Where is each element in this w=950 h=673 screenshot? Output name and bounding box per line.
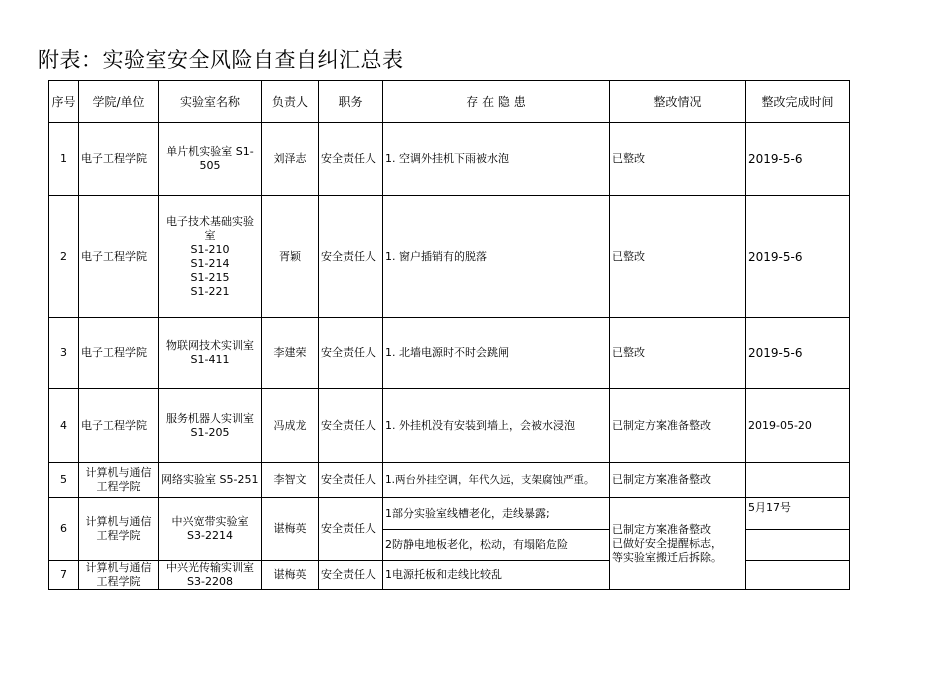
lab-room-line: S3-2208 — [187, 575, 233, 588]
cell-hazard: 2防静电地板老化，松动，有塌陷危险 — [383, 530, 610, 561]
cell-role: 安全责任人 — [319, 123, 383, 196]
cell-status — [610, 498, 746, 590]
cell-lab — [159, 561, 262, 590]
lab-room-line: S1-215 — [190, 270, 230, 284]
cell-person: 李建荣 — [262, 318, 319, 389]
cell-role: 安全责任人 — [319, 389, 383, 463]
cell-person: 刘泽志 — [262, 123, 319, 196]
cell-hazard: 1. 空调外挂机下雨被水泡 — [383, 123, 610, 196]
cell-college: 电子工程学院 — [79, 318, 159, 389]
cell-person: 冯成龙 — [262, 389, 319, 463]
cell-college: 计算机与通信工程学院 — [79, 561, 159, 590]
header-person: 负责人 — [262, 81, 319, 123]
header-status: 整改情况 — [610, 81, 746, 123]
cell-hazard: 1.两台外挂空调，年代久远，支架腐蚀严重。 — [383, 463, 610, 498]
cell-hazard: 1. 窗户插销有的脱落 — [383, 196, 610, 318]
cell-lab — [159, 498, 262, 561]
cell-status: 已整改 — [610, 318, 746, 389]
cell-seq: 1 — [49, 123, 79, 196]
cell-lab: 单片机实验室 S1-505 — [159, 123, 262, 196]
cell-hazard: 1. 北墙电源时不时会跳闸 — [383, 318, 610, 389]
cell-time: 2019-5-6 — [746, 318, 850, 389]
cell-hazard: 1电源托板和走线比较乱 — [383, 561, 610, 590]
cell-lab: 网络实验室 S5-251 — [159, 463, 262, 498]
cell-time: 2019-5-6 — [746, 123, 850, 196]
cell-role: 安全责任人 — [319, 498, 383, 561]
table-row — [49, 498, 850, 530]
cell-role: 安全责任人 — [319, 463, 383, 498]
status-line: 等实验室搬迁后拆除。 — [612, 550, 722, 564]
lab-name-line: 服务机器人实训室 — [166, 411, 254, 425]
page-title: 附表：实验室安全风险自查自纠汇总表 — [38, 48, 404, 72]
cell-college: 电子工程学院 — [79, 389, 159, 463]
cell-status: 已制定方案准备整改 — [610, 463, 746, 498]
cell-hazard: 1. 外挂机没有安装到墙上，会被水浸泡 — [383, 389, 610, 463]
cell-time — [746, 530, 850, 561]
cell-role: 安全责任人 — [319, 318, 383, 389]
cell-person: 谌梅英 — [262, 498, 319, 561]
header-role: 职务 — [319, 81, 383, 123]
cell-person: 谌梅英 — [262, 561, 319, 590]
cell-time: 2019-05-20 — [746, 389, 850, 463]
table-row — [49, 463, 850, 498]
cell-person: 李智文 — [262, 463, 319, 498]
cell-lab — [159, 196, 262, 318]
cell-role: 安全责任人 — [319, 196, 383, 318]
lab-room-line: S1-214 — [190, 256, 230, 270]
cell-seq: 4 — [49, 389, 79, 463]
table-row — [49, 318, 850, 389]
header-college: 学院/单位 — [79, 81, 159, 123]
cell-hazard: 1部分实验室线槽老化，走线暴露; — [383, 498, 610, 530]
lab-name-line: 中兴光传输实训室 — [166, 561, 254, 574]
header-time: 整改完成时间 — [746, 81, 850, 123]
cell-seq: 6 — [49, 498, 79, 561]
cell-time: 5月17号 — [746, 498, 850, 530]
status-line: 已做好安全提醒标志， — [612, 536, 722, 550]
cell-time: 2019-5-6 — [746, 196, 850, 318]
table-row — [49, 123, 850, 196]
lab-room-line: S1-210 — [190, 242, 230, 256]
cell-status: 已整改 — [610, 196, 746, 318]
table-row — [49, 196, 850, 318]
cell-seq: 7 — [49, 561, 79, 590]
cell-seq: 5 — [49, 463, 79, 498]
header-row — [49, 81, 850, 123]
lab-room-line: S1-205 — [190, 425, 230, 439]
header-hazard: 存 在 隐 患 — [383, 81, 610, 123]
cell-time — [746, 463, 850, 498]
lab-name-line: 电子技术基础实验室 — [166, 214, 254, 242]
lab-name-line: 中兴宽带实验室 — [171, 515, 249, 528]
cell-lab — [159, 389, 262, 463]
cell-status: 已整改 — [610, 123, 746, 196]
cell-status: 已制定方案准备整改 — [610, 389, 746, 463]
cell-college: 电子工程学院 — [79, 196, 159, 318]
header-seq: 序号 — [49, 81, 79, 123]
table-row — [49, 389, 850, 463]
status-line: 已制定方案准备整改 — [612, 522, 711, 536]
header-lab: 实验室名称 — [159, 81, 262, 123]
cell-person: 胥颖 — [262, 196, 319, 318]
safety-summary-table — [48, 80, 850, 590]
cell-college: 计算机与通信工程学院 — [79, 498, 159, 561]
cell-seq: 3 — [49, 318, 79, 389]
cell-college: 电子工程学院 — [79, 123, 159, 196]
cell-college: 计算机与通信工程学院 — [79, 463, 159, 498]
cell-seq: 2 — [49, 196, 79, 318]
lab-room-line: S1-221 — [190, 284, 230, 298]
lab-name-line: 物联网技术实训室 — [166, 339, 254, 352]
lab-room-line: S1-411 — [190, 353, 230, 366]
cell-lab — [159, 318, 262, 389]
cell-time-empty — [746, 561, 850, 590]
lab-room-line: S3-2214 — [187, 529, 233, 542]
cell-role: 安全责任人 — [319, 561, 383, 590]
